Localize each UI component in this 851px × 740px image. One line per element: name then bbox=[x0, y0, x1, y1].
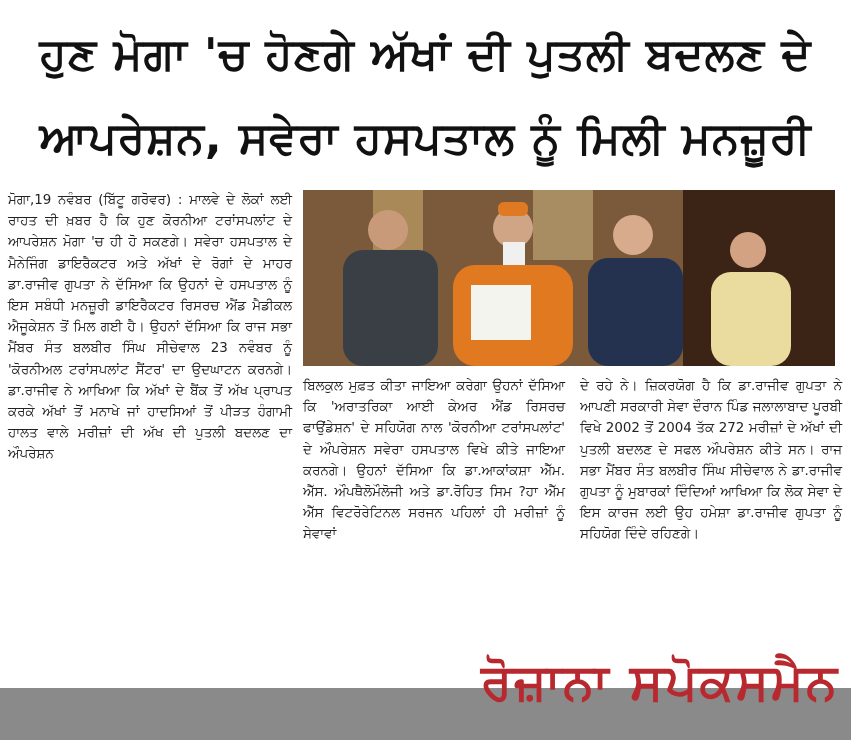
article-column-1 bbox=[8, 190, 292, 466]
article-text-1: ਮੋਗਾ,19 ਨਵੰਬਰ (ਬਿੱਟੂ ਗਰੋਵਰ) : ਮਾਲਵੇ ਦੇ ਲੋਕਾਂ ਲਈ ਰਾਹਤ ਦੀ ਖ਼ਬਰ ਹੈ ਕਿ ਹੁਣ ਕੋਰਨੀਆ ਟਰਾਂਸਪਲਾਂਟ ਦੇ ਆਪਰੇਸ਼ਨ ਮੋਗਾ 'ਚ ਹੀ ਹੋ ਸਕਣਗੇ। ਸਵੇਰਾ ਹਸਪਤਾਲ ਦੇ ਮੈਨੇਜਿੰਗ ਡਾਇਰੈਕਟਰ ਅਤੇ ਅੱਖਾਂ ਦੇ ਰੋਗਾਂ ਦੇ ਮਾਹਰ ਡਾ.ਰਾਜੀਵ ਗੁਪਤਾ ਨੇ ਦੱਸਿਆ ਕਿ ਉਹਨਾਂ ਦੇ ਹਸਪਤਾਲ ਨੂੰ ਇਸ ਸਬੰਧੀ ਮਨਜ਼ੂਰੀ ਡਾਇਰੈਕਟਰ ਰਿਸਰਚ ਐਂਡ ਮੈਡੀਕਲ ਐਜੂਕੇਸ਼ਨ ਤੋਂ ਮਿਲ ਗਈ ਹੈ। ਉਹਨਾਂ ਦੱਸਿਆ ਕਿ ਰਾਜ ਸਭਾ ਮੈਂਬਰ ਸੰਤ ਬਲਬੀਰ ਸਿੰਘ ਸੀਚੇਵਾਲ 23 ਨਵੰਬਰ ਨੂੰ 'ਕੋਰਨੀਅਲ ਟਰਾਂਸਪਲਾਂਟ ਸੈਂਟਰ' ਦਾ ਉਦਘਾਟਨ ਕਰਨਗੇ। ਡਾ.ਰਾਜੀਵ ਨੇ ਆਖਿਆ ਕਿ ਅੱਖਾਂ ਦੇ ਬੈਂਕ ਤੋਂ ਅੱਖ ਪ੍ਰਾਪਤ ਕਰਕੇ ਅੱਖਾਂ ਤੋਂ ਮਨਾਖੇ ਜਾਂ ਹਾਦਸਿਆਂ ਤੋਂ ਪੀੜਤ ਹੰਗਾਮੀ ਹਾਲਤ ਵਾਲੇ ਮਰੀਜ਼ਾਂ ਦੀ ਅੱਖ ਦੀ ਪੁਤਲੀ ਬਦਲਣ ਦਾ ਔਪਰੇਸ਼ਨ bbox=[8, 193, 292, 463]
article-column-2 bbox=[303, 376, 565, 546]
article-text-2: ਬਿਲਕੁਲ ਮੁਫ਼ਤ ਕੀਤਾ ਜਾਇਆ ਕਰੇਗਾ ਉਹਨਾਂ ਦੱਸਿਆ ਕਿ 'ਅਰਾਤਰਿਕਾ ਆਈ ਕੇਅਰ ਐਂਡ ਰਿਸਰਚ ਫਾਉਂਡੇਸ਼ਨ' ਦੇ ਸਹਿਯੋਗ ਨਾਲ 'ਕੋਰਨੀਆ ਟਰਾਂਸਪਲਾਂਟ' ਦੇ ਔਪਰੇਸ਼ਨ ਸਵੇਰਾ ਹਸਪਤਾਲ ਵਿਖੇ ਕੀਤੇ ਜਾਇਆ ਕਰਨਗੇ। ਉਹਨਾਂ ਦੱਸਿਆ ਕਿ ਡਾ.ਆਕਾਂਕਸ਼ਾ ਐੱਮ. ਐੱਸ. ਔਪਥੈਲੋਮੌਲੋਜੀ ਅਤੇ ਡਾ.ਰੋਹਿਤ ਸਿਮ ?ਹਾ ਐੱਮ ਐੱਸ ਵਿਟਰੋਰੇਟਿਨਲ ਸਰਜਨ ਪਹਿਲਾਂ ਹੀ ਮਰੀਜ਼ਾਂ ਨੂੰ ਸੇਵਾਵਾਂ bbox=[303, 379, 565, 543]
article-text-3: ਦੇ ਰਹੇ ਨੇ। ਜ਼ਿਕਰਯੋਗ ਹੈ ਕਿ ਡਾ.ਰਾਜੀਵ ਗੁਪਤਾ ਨੇ ਆਪਣੀ ਸਰਕਾਰੀ ਸੇਵਾ ਦੌਰਾਨ ਪਿੰਡ ਜਲਾਲਾਬਾਦ ਪੂਰਬੀ ਵਿਖੇ 2002 ਤੋਂ 2004 ਤੱਕ 272 ਮਰੀਜ਼ਾਂ ਦੇ ਅੱਖਾਂ ਦੀ ਪੁਤਲੀ ਬਦਲਣ ਦੇ ਸਫਲ ਔਪਰੇਸ਼ਨ ਕੀਤੇ ਸਨ। ਰਾਜ ਸਭਾ ਮੈਂਬਰ ਸੰਤ ਬਲਬੀਰ ਸਿੰਘ ਸੀਚੇਵਾਲ ਨੇ ਡਾ.ਰਾਜੀਵ ਗੁਪਤਾ ਨੂੰ ਮੁਬਾਰਕਾਂ ਦਿੰਦਿਆਂ ਆਖਿਆ ਕਿ ਲੋਕ ਸੇਵਾ ਦੇ ਇਸ ਕਾਰਜ ਲਈ ਉਹ ਹਮੇਸ਼ਾ ਡਾ.ਰਾਜੀਵ ਗੁਪਤਾ ਨੂੰ ਸਹਿਯੋਗ ਦਿੰਦੇ ਰਹਿਣਗੇ। bbox=[580, 379, 842, 543]
headline-line-1: ਹੁਣ ਮੋਗਾ 'ਚ ਹੋਣਗੇ ਅੱਖਾਂ ਦੀ ਪੁਤਲੀ ਬਦਲਣ ਦੇ bbox=[39, 29, 812, 80]
headline-line-2: ਆਪਰੇਸ਼ਨ, ਸਵੇਰਾ ਹਸਪਤਾਲ ਨੂੰ ਮਿਲੀ ਮਨਜ਼ੂਰੀ bbox=[39, 113, 812, 164]
newspaper-masthead: ਰੋਜ਼ਾਨਾ ਸਪੋਕਸਮੈਨ bbox=[481, 652, 839, 711]
article-column-3 bbox=[580, 376, 842, 546]
news-photo bbox=[303, 190, 835, 366]
photo-illustration bbox=[303, 190, 835, 366]
